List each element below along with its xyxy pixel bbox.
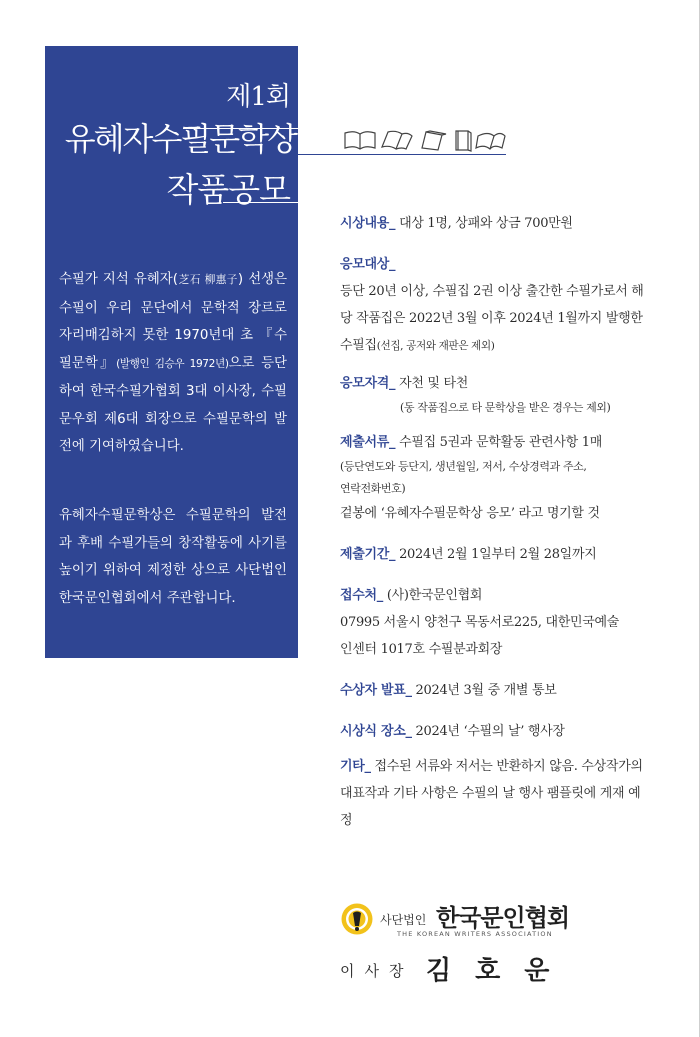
- section-label: 기타_: [340, 759, 371, 774]
- section-label: 제출기간_: [340, 547, 396, 562]
- documents-envelope-note: 겉봉에 ‘유혜자수필문학상 응모’ 라고 명기할 것: [340, 506, 600, 521]
- award-row: 시상내용_ 대상 1명, 상패와 상금 700만원: [340, 216, 573, 231]
- award-title: 유혜자수필문학상: [64, 120, 296, 158]
- book-icons: [342, 128, 508, 152]
- section-label: 제출서류_: [340, 435, 396, 450]
- section-label: 시상식 장소_: [340, 724, 412, 739]
- writers-association-logo-icon: [340, 902, 374, 936]
- organization-signature: [340, 900, 680, 940]
- documents-note: 연락전화번호): [340, 482, 406, 495]
- contest-title: 작품공모: [166, 170, 290, 209]
- period-row: 제출기간_ 2024년 2월 1일부터 2월 28일까지: [340, 547, 597, 562]
- edition-label: 제1회: [226, 82, 290, 112]
- section-label: 수상자 발표_: [340, 683, 412, 698]
- etc-row: 기타_ 접수된 서류와 저서는 반환하지 않음. 수상작가의 대표작과 기타 사항은 수필의 날 행사 팸플릿에 게재 예정: [340, 759, 643, 828]
- president-signature: [340, 948, 660, 988]
- target-row: [340, 249, 652, 278]
- place-row: 접수처_ (사)한국문인협회: [340, 588, 483, 603]
- book-icon: [456, 131, 471, 151]
- section-label: 시상내용_: [340, 216, 396, 231]
- section-label: 응모대상_: [340, 257, 396, 272]
- documents-row: 제출서류_ 수필집 5권과 문학활동 관련사항 1매: [340, 435, 602, 450]
- book-icon: [382, 131, 412, 149]
- org-name: 한국문인협회: [436, 903, 570, 932]
- intro-paragraph: 수필가 지석 유혜자(芝石 柳惠子) 선생은 수필이 우리 문단에서 문학적 장르로 자리매김하지 못한 1970년대 초 『수필문학』(발행인 김승우 1972년)으로 등단하여 한국수필가협회 3대 이사장, 수필문우회 제6대 회장으로 수필문학의 발전에 기여하였습니다.: [59, 272, 287, 454]
- documents-note: (등단연도와 등단지, 생년월일, 저서, 수상경력과 주소,: [340, 460, 587, 473]
- book-icon: [345, 132, 375, 149]
- section-label: 접수처_: [340, 588, 383, 603]
- president-title: 이사장: [340, 962, 414, 980]
- title-rule: [298, 154, 506, 155]
- book-icon: [476, 134, 505, 150]
- org-english-name: THE KOREAN WRITERS ASSOCIATION: [397, 930, 553, 938]
- target-text: 등단 20년 이상, 수필집 2권 이상 출간한 수필가로서 해당 작품집은 2022년 3월 이후 2024년 1월까지 발행한 수필집(선집, 공저와 재판은 제외): [340, 284, 644, 353]
- org-prefix: 사단법인: [380, 913, 427, 927]
- place-address: 07995 서울시 양천구 목동서로225, 대한민국예술: [340, 615, 620, 630]
- intro-paragraph: 유혜자수필문학상은 수필문학의 발전과 후배 수필가들의 창작활동에 사기를 높이기 위하여 제정한 상으로 사단법인 한국문인협회에서 주관합니다.: [59, 508, 287, 606]
- president-name: 김호운: [426, 956, 574, 986]
- book-icon: [422, 131, 446, 150]
- ceremony-row: 시상식 장소_ 2024년 ‘수필의 날’ 행사장: [340, 724, 565, 739]
- announce-row: 수상자 발표_ 2024년 3월 중 개별 통보: [340, 683, 557, 698]
- qualification-note: (동 작품집으로 타 문학상을 받은 경우는 제외): [400, 401, 611, 414]
- contest-details: [340, 208, 652, 834]
- section-label: 응모자격_: [340, 376, 396, 391]
- place-address: 인센터 1017호 수필분과회장: [340, 642, 503, 657]
- title-panel: [45, 46, 298, 658]
- qualification-row: 응모자격_ 자천 및 타천: [340, 376, 469, 391]
